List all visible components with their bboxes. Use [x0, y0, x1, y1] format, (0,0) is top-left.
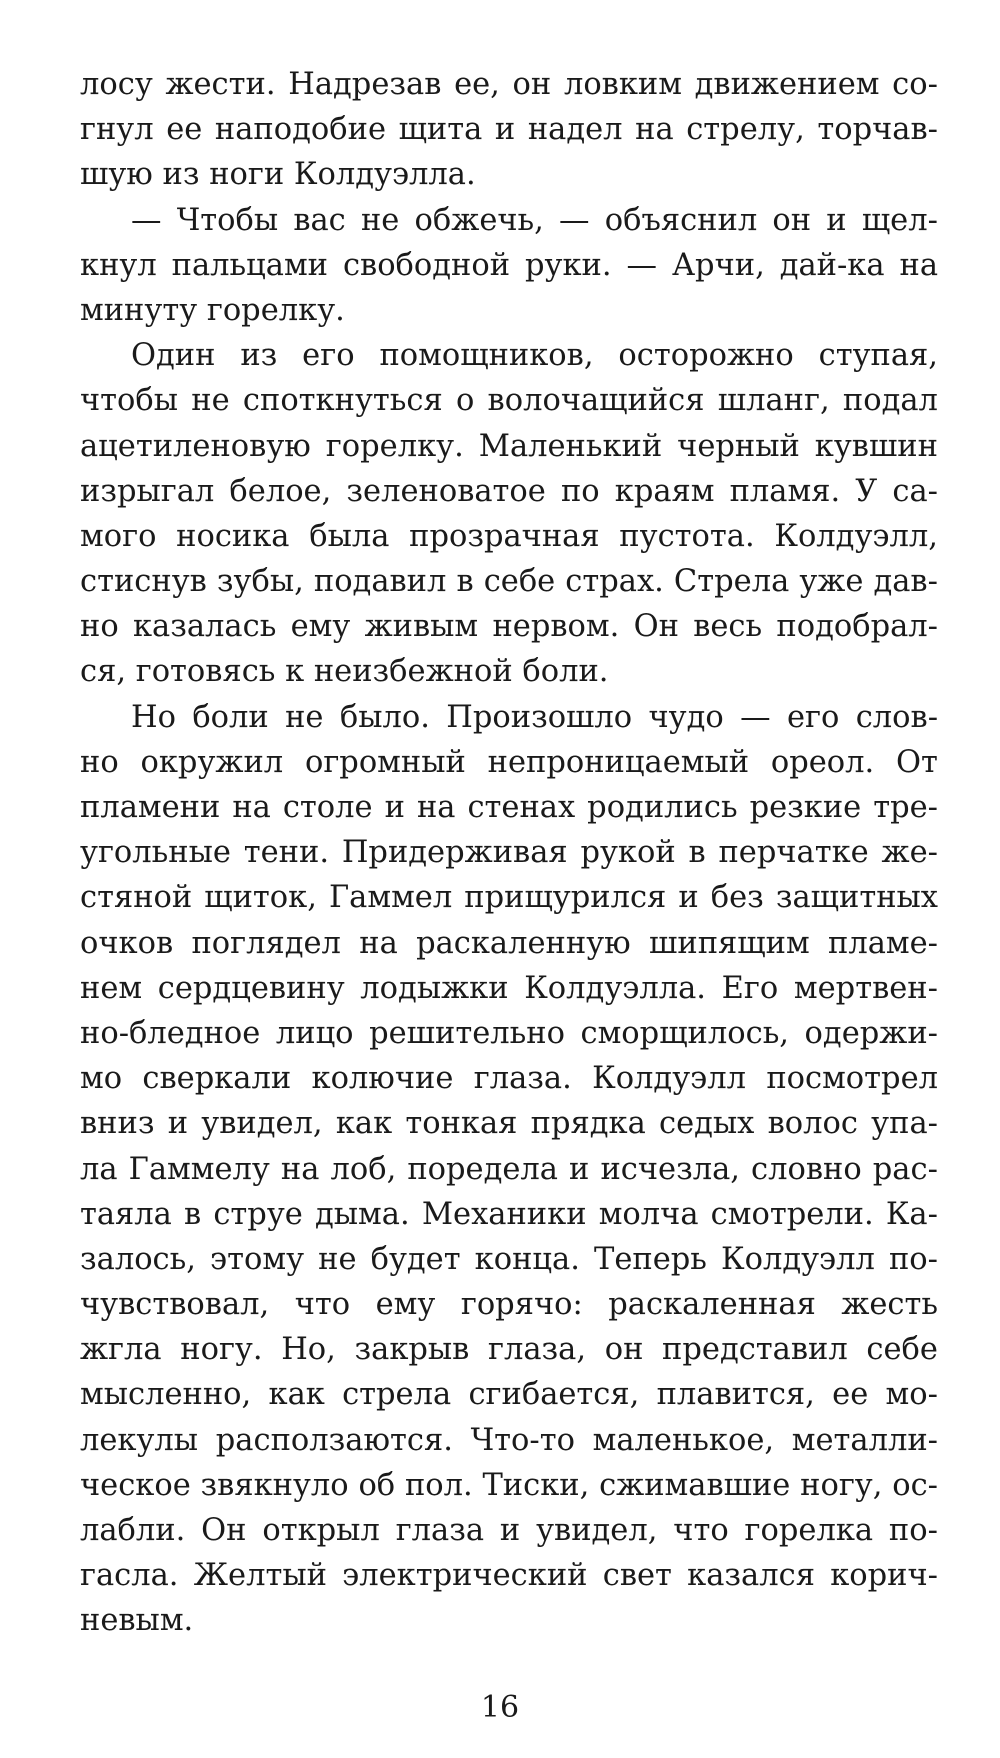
word: Механики	[421, 1196, 587, 1232]
word: увидел,	[201, 1106, 323, 1142]
text-line	[80, 1553, 938, 1598]
word: ческое	[80, 1467, 191, 1503]
word: лосу	[80, 67, 153, 102]
word: пол.	[404, 1467, 473, 1503]
word: —	[131, 202, 162, 238]
word: ее	[166, 112, 203, 148]
word: не	[360, 202, 400, 238]
text-line-content: шую из ноги Колдуэлла.	[80, 157, 476, 193]
word: Колдуэлл	[720, 1241, 875, 1277]
word: движением	[694, 67, 880, 102]
word: щиток,	[204, 880, 317, 916]
word: что	[673, 1513, 729, 1548]
text-line	[80, 424, 938, 469]
word: дай-ка	[779, 247, 885, 283]
word: жесть	[841, 1287, 938, 1323]
word: мертвен-	[793, 970, 938, 1006]
word: его	[786, 699, 840, 735]
word: раскаленная	[608, 1287, 816, 1323]
word: мысленно,	[80, 1377, 252, 1413]
word: расползаются.	[215, 1422, 453, 1458]
word: глаза.	[473, 1061, 572, 1097]
word: как	[268, 1377, 325, 1413]
word: пламени	[80, 790, 221, 825]
word: электрический	[342, 1558, 588, 1594]
word: этому	[210, 1241, 305, 1277]
word: —	[626, 247, 658, 283]
word: он	[772, 202, 812, 238]
word: звякнуло	[200, 1467, 349, 1503]
word: прядка	[530, 1106, 646, 1142]
word: Его	[721, 970, 779, 1006]
word: корич-	[830, 1558, 938, 1594]
word: жести.	[165, 67, 276, 102]
word: Теперь	[594, 1241, 707, 1277]
word: живым	[364, 609, 479, 645]
word: страх.	[565, 564, 664, 600]
word: Он	[633, 609, 679, 645]
page-number: 16	[480, 1690, 520, 1725]
word: и	[569, 1151, 590, 1187]
word: сверкали	[142, 1061, 292, 1097]
word: не	[191, 383, 230, 419]
text-line	[80, 604, 938, 649]
word: не	[318, 1241, 357, 1277]
word: свободной	[342, 247, 511, 283]
word: Один	[131, 338, 216, 374]
text-line	[80, 288, 938, 333]
word: свет	[602, 1558, 672, 1594]
word: вниз	[80, 1106, 155, 1142]
word: стяной	[80, 880, 193, 916]
text-line	[80, 1463, 938, 1508]
word: резкие	[749, 790, 862, 825]
text-line	[80, 243, 938, 288]
word: плавится,	[656, 1377, 815, 1413]
word: ее,	[454, 67, 500, 102]
word: тонкая	[405, 1106, 518, 1142]
word: нем	[80, 970, 143, 1006]
word: ступая,	[818, 338, 938, 374]
word: пустота.	[619, 518, 755, 554]
word: увидел,	[536, 1513, 658, 1548]
text-line	[80, 1056, 938, 1101]
word: ос-	[892, 1467, 938, 1503]
text-line-content: минуту горелку.	[80, 292, 345, 328]
word: мо-	[885, 1377, 938, 1413]
word: рукой	[580, 835, 676, 871]
text-line	[80, 875, 938, 920]
word: же-	[881, 835, 938, 871]
word: Но	[131, 699, 176, 735]
word: Маленький	[478, 428, 663, 464]
text-line	[80, 559, 938, 604]
word: уже	[799, 564, 864, 600]
text-line	[80, 649, 938, 694]
word: сжимавшие	[599, 1467, 791, 1503]
text-line	[80, 333, 938, 378]
text-line	[80, 1598, 938, 1643]
word: подобрал-	[776, 609, 938, 645]
word: руки.	[525, 247, 612, 283]
word: исчезла,	[600, 1151, 740, 1187]
word: Гаммелу	[128, 1151, 270, 1187]
word: лоб,	[330, 1151, 397, 1187]
text-line	[80, 1192, 938, 1237]
text-line	[80, 514, 938, 559]
word: зубы,	[216, 564, 304, 600]
word: боли	[192, 699, 269, 735]
text-line	[80, 1147, 938, 1192]
text-line	[80, 152, 938, 197]
word: открыл	[262, 1513, 380, 1548]
word: Надрезав	[288, 67, 442, 102]
word: горелку.	[325, 428, 464, 464]
word: надел	[527, 112, 623, 148]
word: перчатке	[718, 835, 869, 871]
word: посмотрел	[766, 1061, 938, 1097]
word: залось,	[80, 1241, 196, 1277]
word: ногу,	[800, 1467, 883, 1503]
word: глаза,	[488, 1332, 587, 1368]
text-line	[80, 740, 938, 785]
word: столе	[282, 790, 373, 825]
word: прозрачная	[409, 518, 600, 554]
word: стиснув	[80, 564, 207, 600]
word: непроницаемый	[487, 744, 750, 780]
word: щел-	[861, 202, 938, 238]
word: горелка	[744, 1513, 874, 1548]
word: Тиски,	[482, 1467, 590, 1503]
word: Что-то	[470, 1422, 575, 1458]
word: но-бледное	[80, 1015, 261, 1051]
word: седых	[658, 1106, 755, 1142]
word: Колдуэлл	[592, 1061, 746, 1097]
word: решительно	[369, 1015, 565, 1051]
word: краям	[614, 473, 715, 509]
word: была	[309, 518, 390, 554]
word: ла	[80, 1151, 118, 1187]
word: чувствовал,	[80, 1287, 270, 1323]
word: шланг,	[717, 383, 830, 419]
word: по-	[888, 1513, 938, 1548]
word: объяснил	[604, 202, 758, 238]
word: себе	[866, 1332, 938, 1368]
word: гасла.	[80, 1558, 179, 1594]
word: —	[559, 202, 590, 238]
word: одержи-	[804, 1015, 938, 1051]
word: на	[635, 112, 674, 148]
word: глаза	[395, 1513, 485, 1548]
word: кнул	[80, 247, 157, 283]
word: защитных	[775, 880, 938, 916]
word: пламе-	[828, 925, 938, 961]
word: са-	[892, 473, 938, 509]
word: лицо	[275, 1015, 354, 1051]
text-line	[80, 1282, 938, 1327]
word: подал	[842, 383, 938, 419]
word: вас	[293, 202, 346, 238]
word: на	[359, 925, 398, 961]
word: Колдуэлл,	[774, 518, 938, 554]
word: дыма.	[314, 1196, 410, 1232]
word: как	[335, 1106, 393, 1142]
word: Но,	[281, 1332, 336, 1368]
word: чудо	[648, 699, 724, 735]
word: слов-	[855, 699, 938, 735]
word: подавил	[313, 564, 447, 600]
word: по-	[888, 1241, 938, 1277]
text-line	[80, 1508, 938, 1553]
word: Желтый	[193, 1558, 327, 1594]
word: волос	[767, 1106, 858, 1142]
word: Стрела	[673, 564, 790, 600]
word: стрела	[342, 1377, 452, 1413]
word: рас-	[872, 1151, 938, 1187]
word: ловким	[563, 67, 682, 102]
text-line	[80, 921, 938, 966]
word: очков	[80, 925, 174, 961]
word: Арчи,	[671, 247, 765, 283]
word: на	[416, 790, 456, 825]
word: представил	[662, 1332, 848, 1368]
word: огромный	[304, 744, 466, 780]
word: на	[280, 1151, 320, 1187]
word: лодыжки	[360, 970, 509, 1006]
word: себе	[483, 564, 556, 600]
text-line	[80, 62, 938, 107]
word: его	[302, 338, 355, 374]
word: словно	[751, 1151, 862, 1187]
text-line	[80, 107, 938, 152]
text-line	[80, 1372, 938, 1417]
word: тре-	[873, 790, 938, 825]
word: стрелу,	[686, 112, 805, 148]
word: Он	[201, 1513, 247, 1548]
word: угольные	[80, 835, 231, 871]
word: Ка-	[885, 1196, 938, 1232]
word: смотрели.	[710, 1196, 874, 1232]
word: весь	[693, 609, 763, 645]
word: и	[499, 1513, 521, 1548]
word: и	[494, 112, 516, 148]
word: окружил	[140, 744, 284, 780]
word: по	[560, 473, 600, 509]
word: мо	[80, 1061, 123, 1097]
word: черный	[677, 428, 800, 464]
word: родились	[587, 790, 738, 825]
word: Произошло	[446, 699, 633, 735]
word: изрыгал	[80, 473, 215, 509]
word: но	[80, 744, 119, 780]
word: металли-	[791, 1422, 938, 1458]
word: колючие	[311, 1061, 454, 1097]
word: таяла	[80, 1196, 172, 1232]
word: о	[455, 383, 475, 419]
word: не	[285, 699, 324, 735]
text-line	[80, 198, 938, 243]
text-line	[80, 469, 938, 514]
word: носика	[176, 518, 290, 554]
word: споткнуться	[242, 383, 443, 419]
word: было.	[339, 699, 430, 735]
text-line	[80, 1237, 938, 1282]
text-line	[80, 1011, 938, 1056]
word: ногу.	[180, 1332, 263, 1368]
word: он	[604, 1332, 644, 1368]
word: Колдуэлла.	[524, 970, 706, 1006]
word: конца.	[474, 1241, 580, 1277]
word: сердцевину	[157, 970, 345, 1006]
word: он	[512, 67, 552, 102]
word: дав-	[873, 564, 938, 600]
text-line	[80, 378, 938, 423]
word: лекулы	[80, 1422, 199, 1458]
text-line	[80, 1101, 938, 1146]
word: гнул	[80, 112, 154, 148]
text-line	[80, 695, 938, 740]
word: нервом.	[492, 609, 620, 645]
text-line-content: ся, готовясь к неизбежной боли.	[80, 654, 609, 690]
word: в	[184, 1196, 202, 1232]
word: Гаммел	[328, 880, 453, 916]
word: будет	[370, 1241, 461, 1277]
word: и	[167, 1106, 189, 1142]
word: закрыв	[354, 1332, 470, 1368]
word: ему	[375, 1287, 436, 1323]
word: без	[710, 880, 764, 916]
word: —	[740, 699, 771, 735]
word: От	[896, 744, 938, 780]
text-line	[80, 1418, 938, 1463]
word: Чтобы	[176, 202, 279, 238]
word: прищурился	[464, 880, 667, 916]
word: поредела	[407, 1151, 558, 1187]
text-line	[80, 785, 938, 830]
word: торчав-	[817, 112, 938, 148]
word: чтобы	[80, 383, 179, 419]
word: в	[456, 564, 474, 600]
text-line	[80, 966, 938, 1011]
word: ее	[832, 1377, 869, 1413]
word: но	[80, 609, 119, 645]
word: и	[678, 880, 699, 916]
text-line	[80, 830, 938, 875]
word: обжечь,	[414, 202, 544, 238]
body-text	[80, 62, 938, 1644]
word: в	[688, 835, 706, 871]
word: мого	[80, 518, 157, 554]
word: и	[826, 202, 847, 238]
word: раскаленную	[416, 925, 631, 961]
word: горячо:	[460, 1287, 583, 1323]
word: помощников,	[379, 338, 594, 374]
word: пальцами	[171, 247, 328, 283]
word: и	[384, 790, 405, 825]
text-line	[80, 1327, 938, 1372]
word: шипящим	[649, 925, 810, 961]
word: молча	[598, 1196, 699, 1232]
text-line-content: невым.	[80, 1603, 194, 1639]
word: лабли.	[80, 1513, 186, 1548]
word: зеленоватое	[346, 473, 546, 509]
word: из	[240, 338, 278, 374]
word: белое,	[229, 473, 332, 509]
word: Придерживая	[341, 835, 568, 871]
word: ему	[290, 609, 351, 645]
word: на	[232, 790, 271, 825]
word: стенах	[467, 790, 576, 825]
word: упа-	[871, 1106, 938, 1142]
word: волочащийся	[487, 383, 705, 419]
word: что	[294, 1287, 351, 1323]
word: кувшин	[814, 428, 938, 464]
word: ореол.	[770, 744, 875, 780]
word: тени.	[243, 835, 330, 871]
word: поглядел	[191, 925, 341, 961]
word: казался	[687, 1558, 815, 1594]
word: сморщилось,	[580, 1015, 789, 1051]
word: жгла	[80, 1332, 162, 1368]
word: наподобие	[214, 112, 386, 148]
word: об	[358, 1467, 396, 1503]
word: ацетиленовую	[80, 428, 311, 464]
word: струе	[213, 1196, 303, 1232]
word: сгибается,	[468, 1377, 640, 1413]
word: казалась	[132, 609, 277, 645]
word: осторожно	[618, 338, 794, 374]
word: со-	[892, 67, 938, 102]
word: У	[855, 473, 878, 509]
word: щита	[398, 112, 483, 148]
word: на	[899, 247, 938, 283]
word: маленькое,	[592, 1422, 775, 1458]
word: пламя.	[729, 473, 841, 509]
